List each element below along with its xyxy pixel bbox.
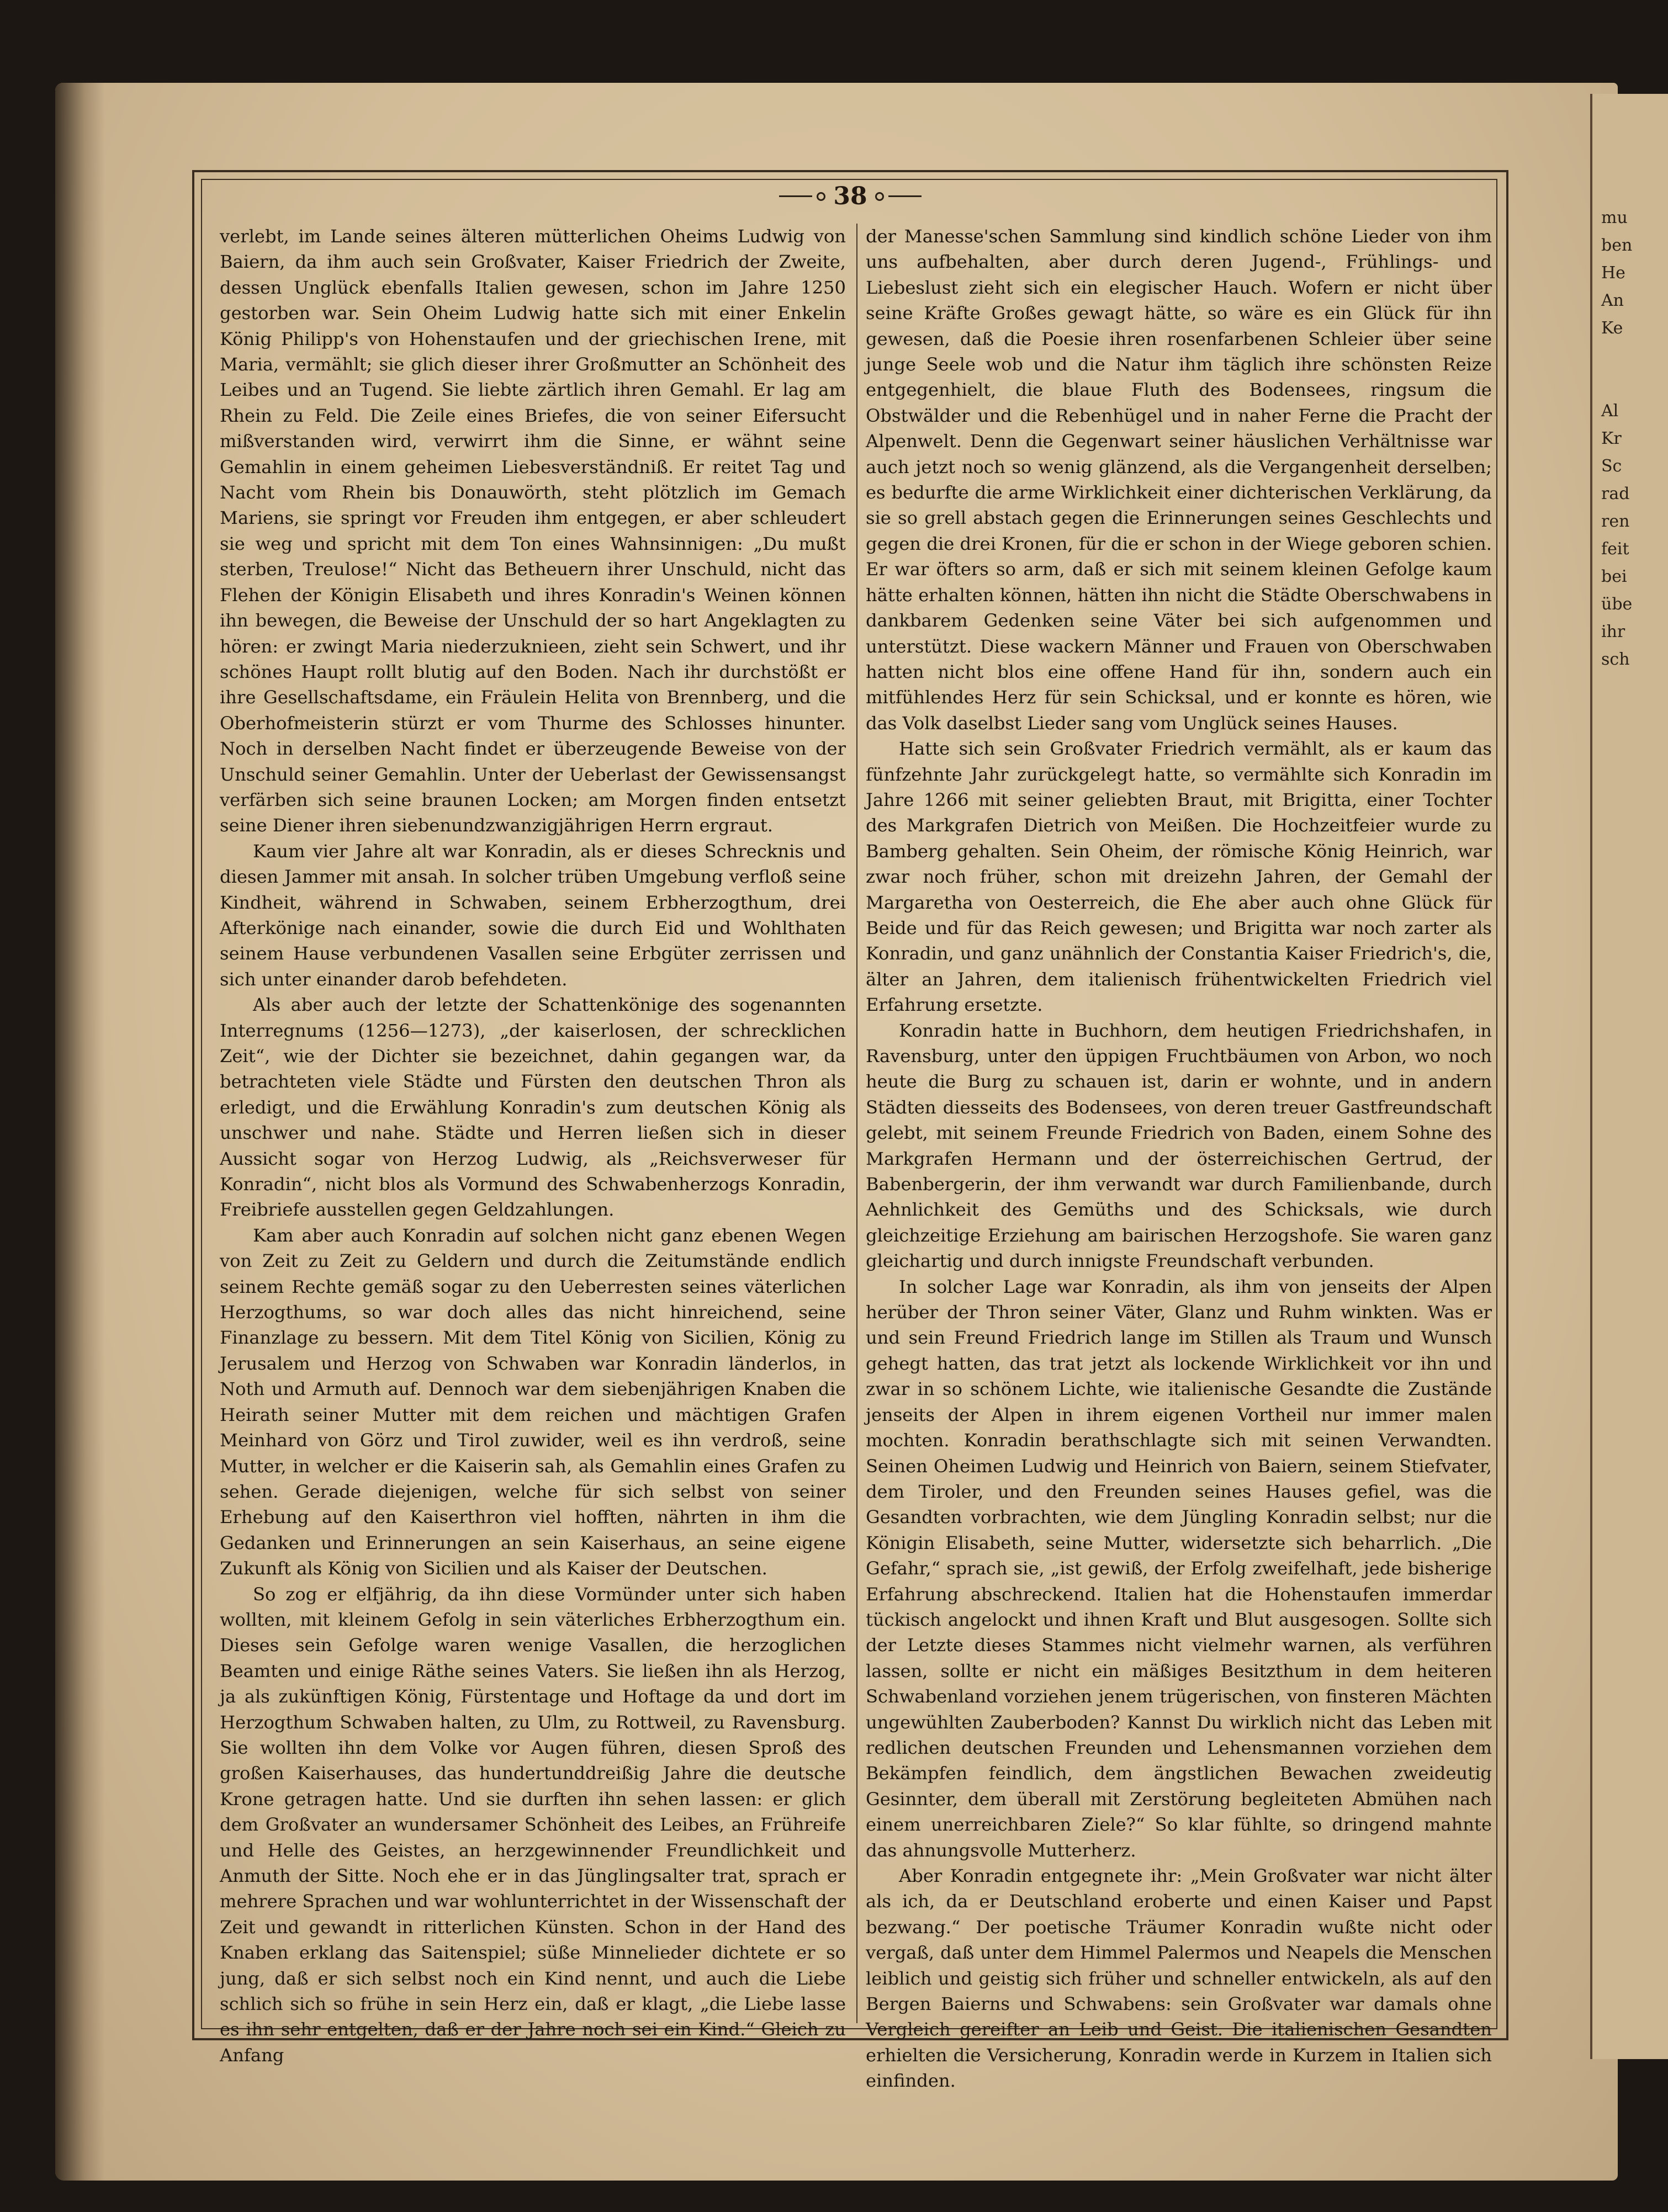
binding-shadow (55, 83, 105, 2181)
facing-page-fragment: ren (1601, 512, 1630, 531)
paragraph: Aber Konradin entgegnete ihr: „Mein Großvater war nicht älter als ich, da er Deutschland eroberte und einen Kaiser und Papst bezwang.“ Der poetische Träumer Konradin wußte nicht oder vergaß, daß unter dem Himmel Palermos und Neapels die Menschen leiblich und geistig sich früher und schneller entwickeln, als auf den Bergen Baierns und Schwabens: sein Großvater war damals ohne Vergleich gereifter an Leib und Geist. Die italienischen Gesandten erhielten die Versicherung, Konradin werde in Kurzem in Italien sich einfinden. (866, 1865, 1492, 2092)
facing-page-fragment: Al (1601, 401, 1619, 421)
facing-page-fragment: Ke (1601, 319, 1623, 338)
facing-page-fragment: ben (1601, 236, 1633, 255)
text-column-left (220, 224, 846, 2068)
facing-page-fragment: He (1601, 263, 1625, 283)
header-rule-left (779, 195, 812, 197)
paragraph: verlebt, im Lande seines älteren mütterlichen Oheims Ludwig von Baiern, da ihm auch sein Großvater, Kaiser Friedrich der Zweite, dessen Unglück ebenfalls Italien gewesen, schon im Jahre 1250 gestorben war. Sein Oheim Ludwig hatte sich mit einer Enkelin König Philipp's von Hohenstaufen und der griechischen Irene, mit Maria, vermählt; sie glich dieser ihrer Großmutter an Schönheit des Leibes und an Tugend. Sie liebte zärtlich ihren Gemahl. Er lag am Rhein zu Feld. Die Zeile eines Briefes, die von seiner Eifersucht mißverstanden wird, verwirrt ihm die Sinne, er wähnt seine Gemahlin in einem geheimen Liebesverständniß. Er reitet Tag und Nacht vom Rhein bis Donauwörth, steht plötzlich im Gemach Mariens, sie springt vor Freuden ihm entgegen, er aber schleudert sie weg und spricht mit dem Ton eines Wahnsinnigen: „Du mußt sterben, Treulose!“ Nicht das Betheuern ihrer Unschuld, nicht das Flehen der Königin Elisabeth und ihres Konradin's Weinen können ihn bewegen, die Beweise der Unschuld der so hart Angeklagten zu hören: er zwingt Maria niederzuknieen, zieht sein Schwert, und ihr schönes Haupt rollt blutig auf den Boden. Nach ihr durchstößt er ihre Gesellschaftsdame, ein Fräulein Helita von Brennberg, und die Oberhofmeisterin stürzt er vom Thurme des Schlosses hinunter. Noch in derselben Nacht findet er überzeugende Beweise von der Unschuld seiner Gemahlin. Unter der Ueberlast der Gewissensangst verfärben sich seine braunen Locken; am Morgen finden entsetzt seine Diener ihren siebenundzwanzigjährigen Herrn ergraut. (220, 226, 846, 836)
facing-page-fragment: An (1601, 291, 1624, 310)
paragraph: Kaum vier Jahre alt war Konradin, als er dieses Schrecknis und diesen Jammer mit ansah. In solcher trüben Umgebung verfloß seine Kindheit, während in Schwaben, seinem Erbherzogthum, drei Afterkönige nach einander, sowie die durch Eid und Wohlthaten seinem Hause verbundenen Vasallen seine Erbgüter zerrissen und sich unter einander darob befehdeten. (220, 840, 846, 990)
facing-page-fragment: rad (1601, 484, 1630, 503)
facing-page-edge (1590, 94, 1668, 2059)
column-divider (856, 224, 857, 2023)
paragraph: Konradin hatte in Buchhorn, dem heutigen Friedrichshafen, in Ravensburg, unter den üppigen Fruchtbäumen von Arbon, wo noch heute die Burg zu schauen ist, darin er wohnte, und in andern Städten diesseits des Bodensees, von deren treuer Gastfreundschaft gelebt, mit seinem Freunde Friedrich von Baden, einem Sohne des Markgrafen Hermann und der österreichischen Gertrud, der Babenbergerin, der ihm verwandt war durch Familienbande, durch Aehnlichkeit des Gemüths und des Schicksals, wie durch gleichzeitige Erziehung am bairischen Herzogshofe. Sie waren ganz gleichartig und durch innigste Freundschaft verbunden. (866, 1020, 1492, 1272)
facing-page-fragment: sch (1601, 650, 1630, 669)
facing-page-fragment: feit (1601, 539, 1629, 559)
paragraph: Kam aber auch Konradin auf solchen nicht ganz ebenen Wegen von Zeit zu Zeit zu Geldern und durch die Zeitumstände endlich seinem Rechte gemäß sogar zu den Ueberresten seines väterlichen Herzogthums, so war doch alles das nicht hinreichend, seine Finanzlage zu bessern. Mit dem Titel König von Sicilien, König zu Jerusalem und Herzog von Schwaben war Konradin länderlos, in Noth und Armuth auf. Dennoch war dem siebenjährigen Knaben die Heirath seiner Mutter mit dem reichen und mächtigen Grafen Meinhard von Görz und Tirol zuwider, weil es ihn verdroß, seine Mutter, in welcher er die Kaiserin sah, als Gemahlin eines Grafen zu sehen. Gerade diejenigen, welche für sich selbst von seiner Erhebung auf den Kaiserthron viel hofften, nährten in ihm die Gedanken und Erinnerungen an sein Kaiserhaus, an seine eigene Zukunft als König von Sicilien und als Kaiser der Deutschen. (220, 1224, 846, 1579)
paragraph: So zog er elfjährig, da ihn diese Vormünder unter sich haben wollten, mit kleinem Gefolg in sein väterliches Erbherzogthum ein. Dieses sein Gefolge waren wenige Vasallen, die herzoglichen Beamten und einige Räthe seines Vaters. Sie ließen ihn als Herzog, ja als zukünftigen König, Fürstentage und Hoftage da und dort im Herzogthum Schwaben halten, zu Ulm, zu Rottweil, zu Ravensburg. Sie wollten ihn dem Volke vor Augen führen, diesen Sproß des großen Kaiserhauses, das hundertunddreißig Jahre die deutsche Krone getragen hatte. Und sie durften ihn sehen lassen: er glich dem Großvater an wundersamer Schönheit des Leibes, an Frühreife und Helle des Geistes, an herzgewinnender Freundlichkeit und Anmuth der Sitte. Noch ehe er in das Jünglingsalter trat, sprach er mehrere Sprachen und war wohlunterrichtet in der Wissenschaft der Zeit und gewandt in ritterlichen Künsten. Schon in der Hand des Knaben erklang das Saitenspiel; süße Minnelieder dichtete er so jung, daß er sich selbst noch ein Kind nennt, und auch die Liebe schlich sich so frühe in sein Herz ein, daß er klagt, „die Liebe lasse es ihn sehr entgelten, daß er der Jahre noch sei ein Kind.“ Gleich zu Anfang (220, 1583, 846, 2066)
paragraph: In solcher Lage war Konradin, als ihm von jenseits der Alpen herüber der Thron seiner Väter, Glanz und Ruhm winkten. Was er und sein Freund Friedrich lange im Stillen als Traum und Wunsch gehegt hatten, das trat jetzt als lockende Wirklichkeit vor ihn und zwar in so schönem Lichte, wie italienische Gesandte die Zustände jenseits der Alpen in ihrem eigenen Vortheil nur immer malen mochten. Konradin berathschlagte sich mit seinen Verwandten. Seinen Oheimen Ludwig und Heinrich von Baiern, seinem Stiefvater, dem Tiroler, und den Freunden seines Hauses gefiel, was die Gesandten vorbrachten, wie dem Jüngling Konradin selbst; nur die Königin Elisabeth, seine Mutter, widersetzte sich beharrlich. „Die Gefahr,“ sprach sie, „ist gewiß, der Erfolg zweifelhaft, jede bisherige Erfahrung abschreckend. Italien hat die Hohenstaufen immerdar tückisch angelockt und ihnen Kraft und Blut ausgesogen. Sollte sich der Letzte dieses Stammes nicht vielmehr warnen, als verführen lassen, sollte er nicht ein mäßiges Besitzthum in dem heiteren Schwabenland vorziehen jenem trügerischen, von finsteren Mächten ungewühlten Zauberboden? Kannst Du wirklich nicht das Leben mit redlichen deutschen Freunden und Lehensmannen vorziehen dem Bekämpfen feindlich, dem ängstlichen Bewachen zweideutig Gesinnter, dem überall mit Zerstörung begleiteten Abmühen nach einem unerreichbaren Ziele?“ So klar fühlte, so dringend mahnte das ahnungsvolle Mutterherz. (866, 1276, 1492, 1861)
facing-page-fragment: Kr (1601, 429, 1622, 448)
paragraph: Hatte sich sein Großvater Friedrich vermählt, als er kaum das fünfzehnte Jahr zurückgelegt hatte, so vermählte sich Konradin im Jahre 1266 mit seiner geliebten Braut, mit Brigitta, einer Tochter des Markgrafen Dietrich von Meißen. Die Hochzeitfeier wurde zu Bamberg gehalten. Sein Oheim, der römische König Heinrich, war zwar noch früher, schon mit dreizehn Jahren, der Gemahl der Margaretha von Oesterreich, die Ehe aber auch ohne Glück für Beide und für das Reich gewesen; und Brigitta war noch zarter als Konradin, und ganz unähnlich der Constantia Kaiser Friedrich's, die, älter an Jahren, dem italienisch frühentwickelten Friedrich viel Erfahrung ersetzte. (866, 738, 1492, 1016)
page-header (762, 182, 939, 215)
header-rule-right (888, 195, 922, 197)
facing-page-fragment: bei (1601, 567, 1627, 586)
header-ornament-right (875, 192, 884, 201)
facing-page-fragment: übe (1601, 595, 1633, 614)
paragraph: der Manesse'schen Sammlung sind kindlich schöne Lieder von ihm uns aufbehalten, aber durch deren Jugend-, Frühlings- und Liebeslust zieht sich ein elegischer Hauch. Wofern er nicht über seine Kräfte Großes gewagt hätte, so wäre es ein Glück für ihn gewesen, daß die Poesie ihren rosenfarbenen Schleier über seine junge Seele wob und die Natur ihm täglich ihre schönsten Reize entgegenhielt, die blaue Fluth des Bodensees, ringsum die Obstwälder und die Rebenhügel und in naher Ferne die Pracht der Alpenwelt. Denn die Gegenwart seiner häuslichen Verhältnisse war auch jetzt noch so wenig glänzend, als die Vergangenheit derselben; es bedurfte die arme Wirklichkeit einer dichterischen Verklärung, da sie so grell abstach gegen die Erinnerungen seines Geschlechts und gegen die drei Kronen, für die er schon in der Wiege geboren schien. Er war öfters so arm, daß er sich mit seinem kleinen Gefolge kaum hätte erhalten können, hätten ihn nicht die Städte Oberschwabens in dankbarem Gedenken seine Väter bei sich aufgenommen und unterstützt. Diese wackern Männer und Frauen von Oberschwaben hatten nicht blos eine offene Hand für ihn, sondern auch ein mitfühlendes Herz für sein Schicksal, und er konnte es hören, wie das Volk daselbst Lieder sang vom Unglück seines Hauses. (866, 226, 1492, 734)
header-ornament-left (817, 192, 825, 201)
facing-page-fragment: mu (1601, 208, 1628, 227)
facing-page-fragment: ihr (1601, 622, 1625, 641)
text-column-right (866, 224, 1492, 2094)
facing-page-fragment: Sc (1601, 457, 1622, 476)
page-number: 38 (833, 182, 867, 210)
paragraph: Als aber auch der letzte der Schattenkönige des sogenannten Interregnums (1256—1273), „der kaiserlosen, der schrecklichen Zeit“, wie der Dichter sie bezeichnet, dahin gegangen war, da betrachteten viele Städte und Fürsten den deutschen Thron als erledigt, und die Erwählung Konradin's zum deutschen König als unschwer und nahe. Städte und Herren ließen sich in dieser Aussicht sogar von Herzog Ludwig, als „Reichsverweser für Konradin“, nicht blos als Vormund des Schwabenherzogs Konradin, Freibriefe ausstellen gegen Geldzahlungen. (220, 994, 846, 1221)
